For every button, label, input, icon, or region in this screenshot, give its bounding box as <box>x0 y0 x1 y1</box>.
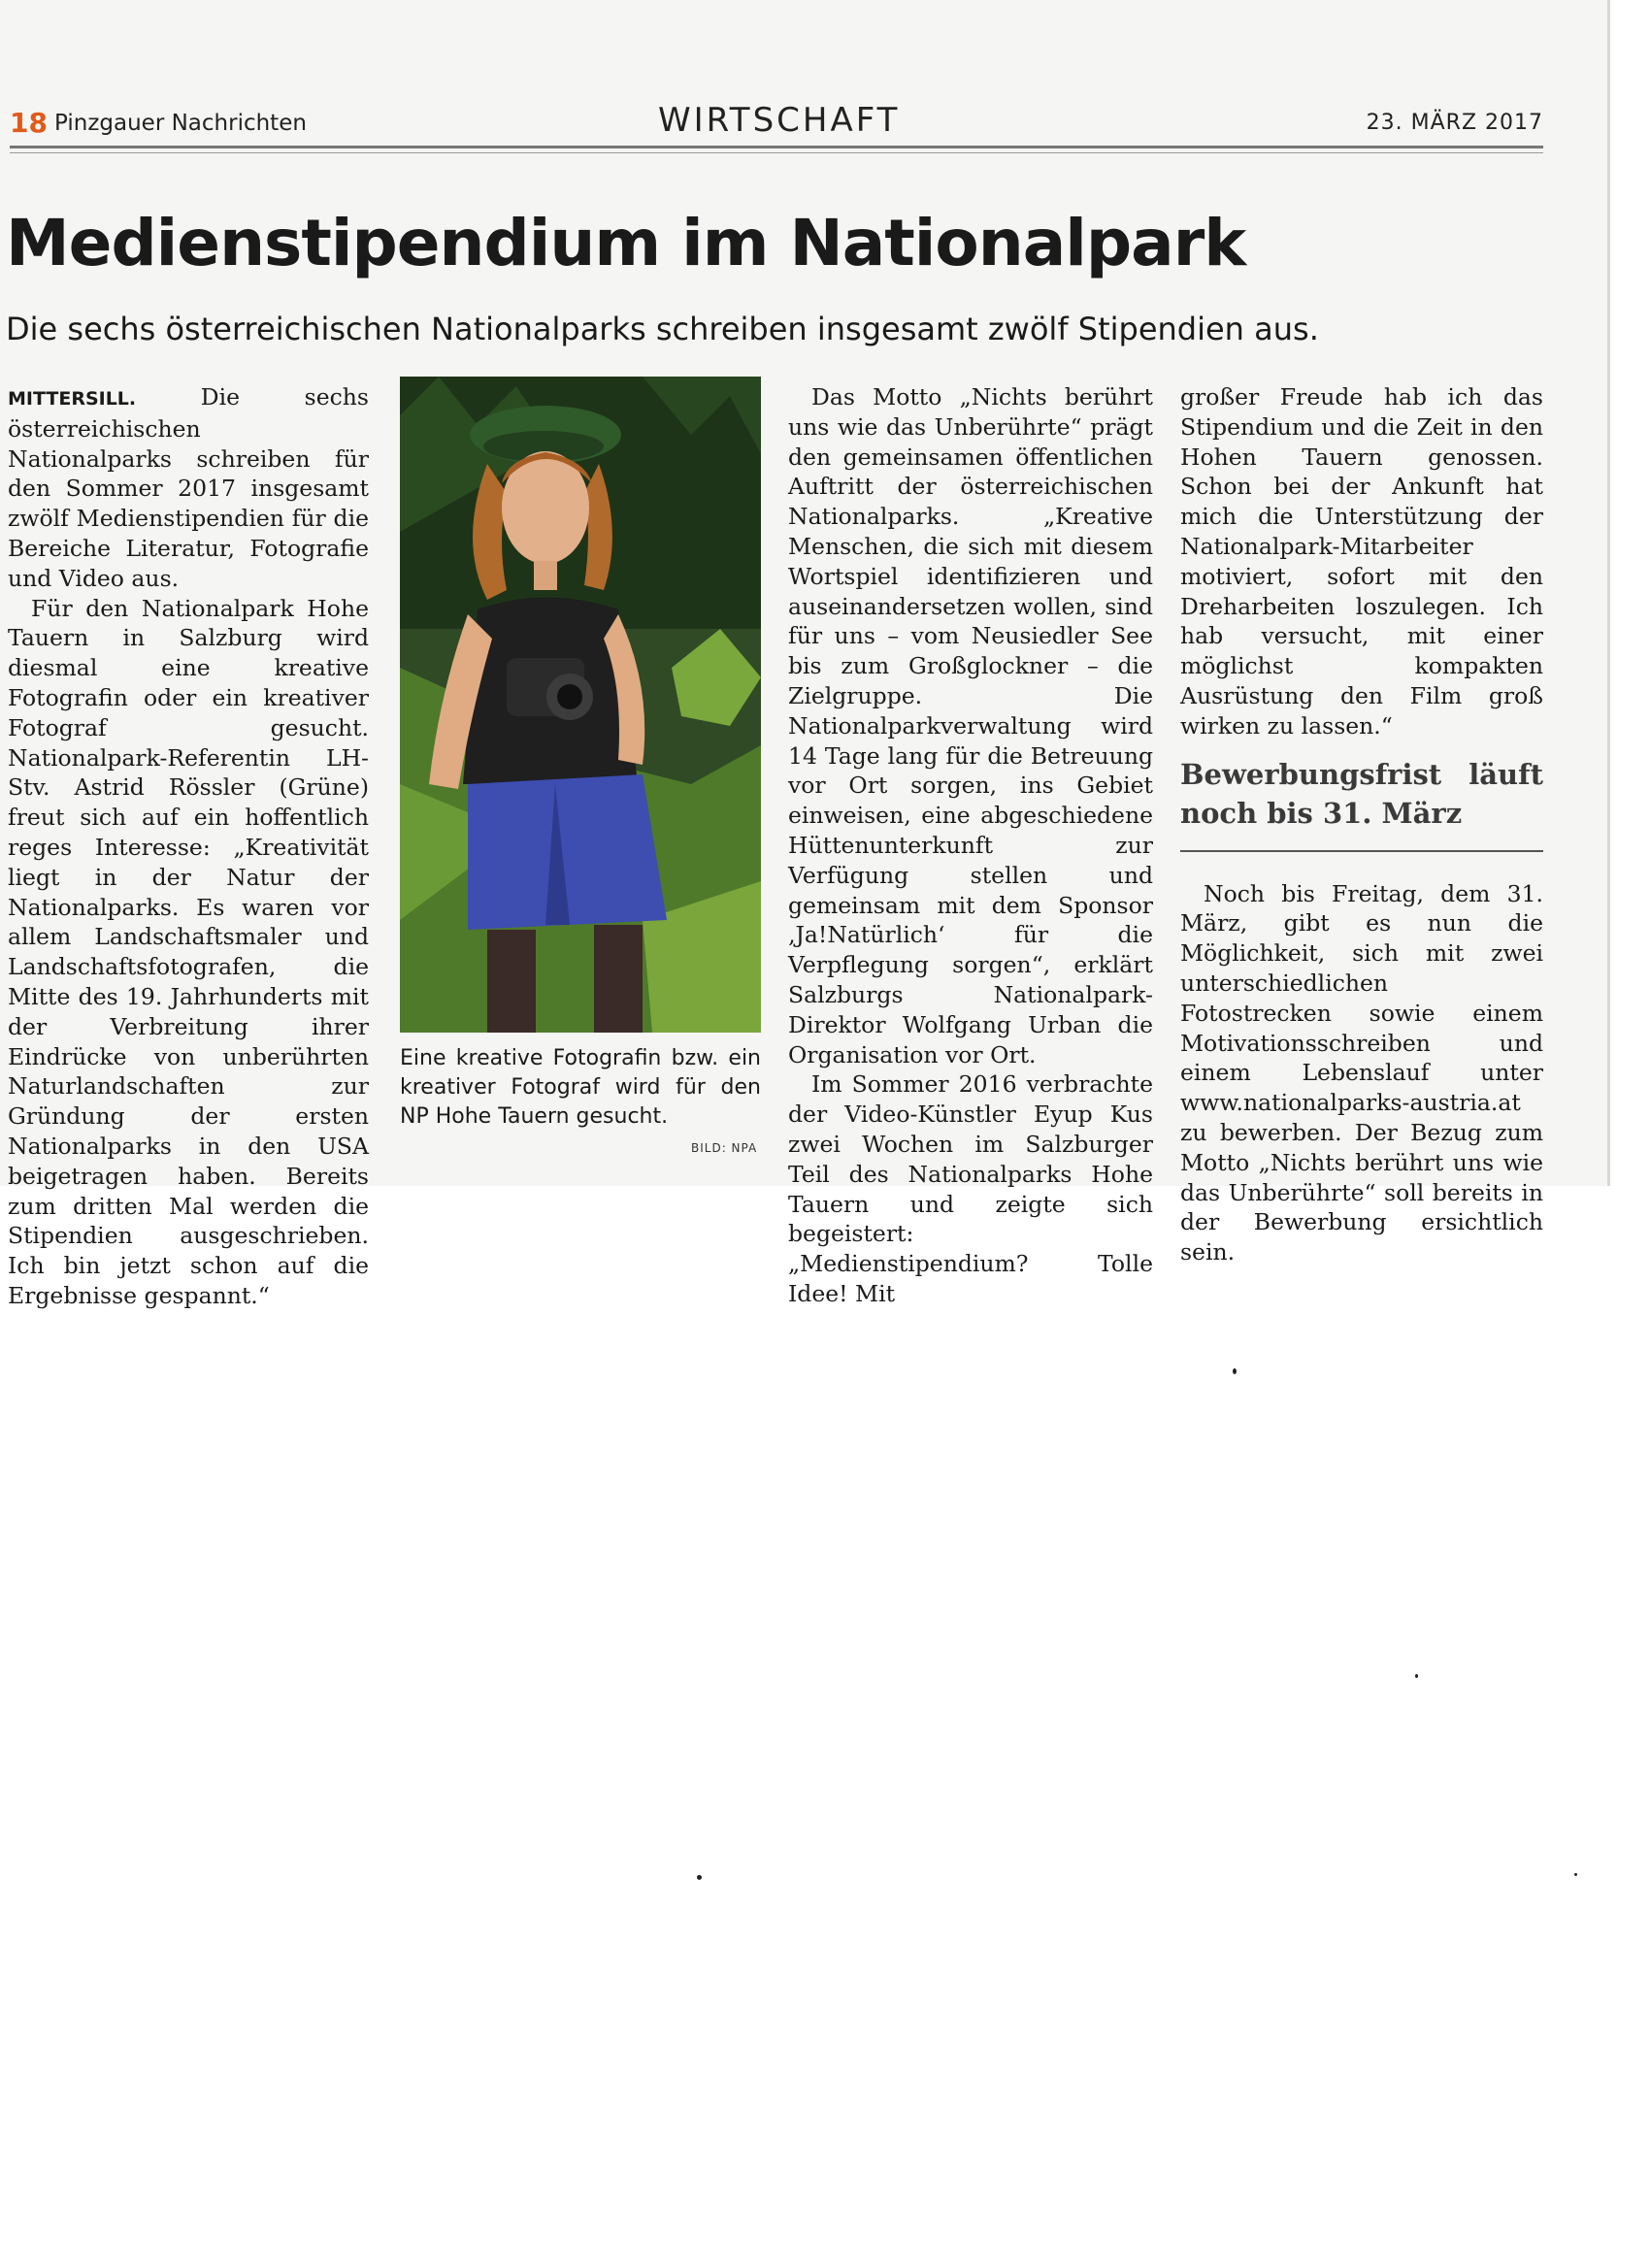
newspaper-name: Pinzgauer Nachrichten <box>54 111 307 136</box>
scan-speck <box>1415 1674 1418 1678</box>
photographer-image <box>400 377 761 1033</box>
scan-speck <box>697 1875 702 1880</box>
section-title: WIRTSCHAFT <box>658 101 901 140</box>
paragraph: Für den Nationalpark Hohe Tauern in Salzburg wird diesmal eine kreative Fotografin oder ein kreativer Fotograf gesucht. Nationalpark-Referentin LH-Stv. Astrid Rössler (Grüne) freut sich auf ein hoffentlich reges Interesse: „Kreativität liegt in der Natur der Nationalparks. Es waren vor allem Landschaftsmaler und Landschaftsfotografen, die Mitte des 19. Jahrhunderts mit der Verbreitung ihrer Eindrücke von unberührten Naturlandschaften zur Gründung der ersten Nationalparks in den USA beigetragen haben. Bereits zum dritten Mal werden die Stipendien ausgeschrieben. Ich bin jetzt schon auf die Ergebnisse gespannt.“ <box>8 594 369 1309</box>
header-rule <box>10 146 1543 148</box>
scan-speck <box>1574 1873 1577 1876</box>
dateline: MITTERSILL. <box>8 388 137 410</box>
column-4 <box>1180 382 1543 1267</box>
photo-credit: BILD: NPA <box>691 1141 758 1155</box>
paragraph: Das Motto „Nichts berührt uns wie das Unberührte“ prägt den gemeinsamen öffentlichen Auftritt der österreichischen Nationalparks. „Kreative Menschen, die sich mit diesem Wortspiel identifizieren und auseinandersetzen wollen, sind für uns – vom Neusiedler See bis zum Großglockner – die Zielgruppe. Die Nationalparkverwaltung wird 14 Tage lang für die Betreuung vor Ort sorgen, ins Gebiet einweisen, eine abgeschiedene Hüttenunterkunft zur Verfügung stellen und gemeinsam mit dem Sponsor ‚Ja!Natürlich‘ für die Verpflegung sorgen“, erklärt Salzburgs Nationalpark-Direktor Wolfgang Urban die Organisation vor Ort. <box>788 383 1153 1068</box>
column-3 <box>788 382 1153 1309</box>
photo-caption: Eine kreative Fotografin bzw. ein kreativer Fotograf wird für den NP Hohe Tauern gesucht. <box>400 1046 761 1129</box>
page-header <box>10 97 1543 141</box>
crosshead-rule <box>1180 850 1543 852</box>
article-headline: Medienstipendium im Nationalpark <box>6 206 1246 280</box>
crosshead: Bewerbungsfrist läuft noch bis 31. März <box>1180 757 1543 830</box>
scan-speck <box>1233 1368 1237 1374</box>
paragraph <box>8 382 369 594</box>
clipping-edge <box>1607 0 1610 1186</box>
paragraph-text: Die sechs österreichischen Nationalparks schreiben für den Sommer 2017 insgesamt zwölf Medienstipendien für die Bereiche Literatur, Fotografie und Video aus. <box>8 383 369 592</box>
paragraph: Im Sommer 2016 verbrachte der Video-Künstler Eyup Kus zwei Wochen im Salzburger Teil des Nationalparks Hohe Tauern und zeigte sich begeistert: „Medienstipendium? Tolle Idee! Mit <box>788 1070 1153 1307</box>
paragraph: Noch bis Freitag, dem 31. März, gibt es nun die Möglichkeit, sich mit zwei unterschiedlichen Fotostrecken sowie einem Motivationsschreiben und einem Lebenslauf unter www.nationalparks-austria.at zu bewerben. Der Bezug zum Motto „Nichts berührt uns wie das Unberührte“ soll bereits in der Bewerbung ersichtlich sein. <box>1180 879 1543 1266</box>
article-photo <box>400 377 761 1033</box>
paragraph: großer Freude hab ich das Stipendium und die Zeit in den Hohen Tauern genossen. Schon bei der Ankunft hat mich die Unterstützung der Nationalpark-Mitarbeiter motiviert, sofort mit den Dreharbeiten loszulegen. Ich hab versucht, mit einer möglichst kompakten Ausrüstung den Film groß wirken zu lassen.“ <box>1180 383 1543 740</box>
issue-date: 23. MÄRZ 2017 <box>1366 111 1543 135</box>
header-rule-thin <box>10 152 1543 153</box>
column-1 <box>8 382 369 1311</box>
article-subheadline: Die sechs österreichischen Nationalparks schreiben insgesamt zwölf Stipendien aus. <box>6 311 1319 347</box>
page-number: 18 <box>10 107 48 139</box>
